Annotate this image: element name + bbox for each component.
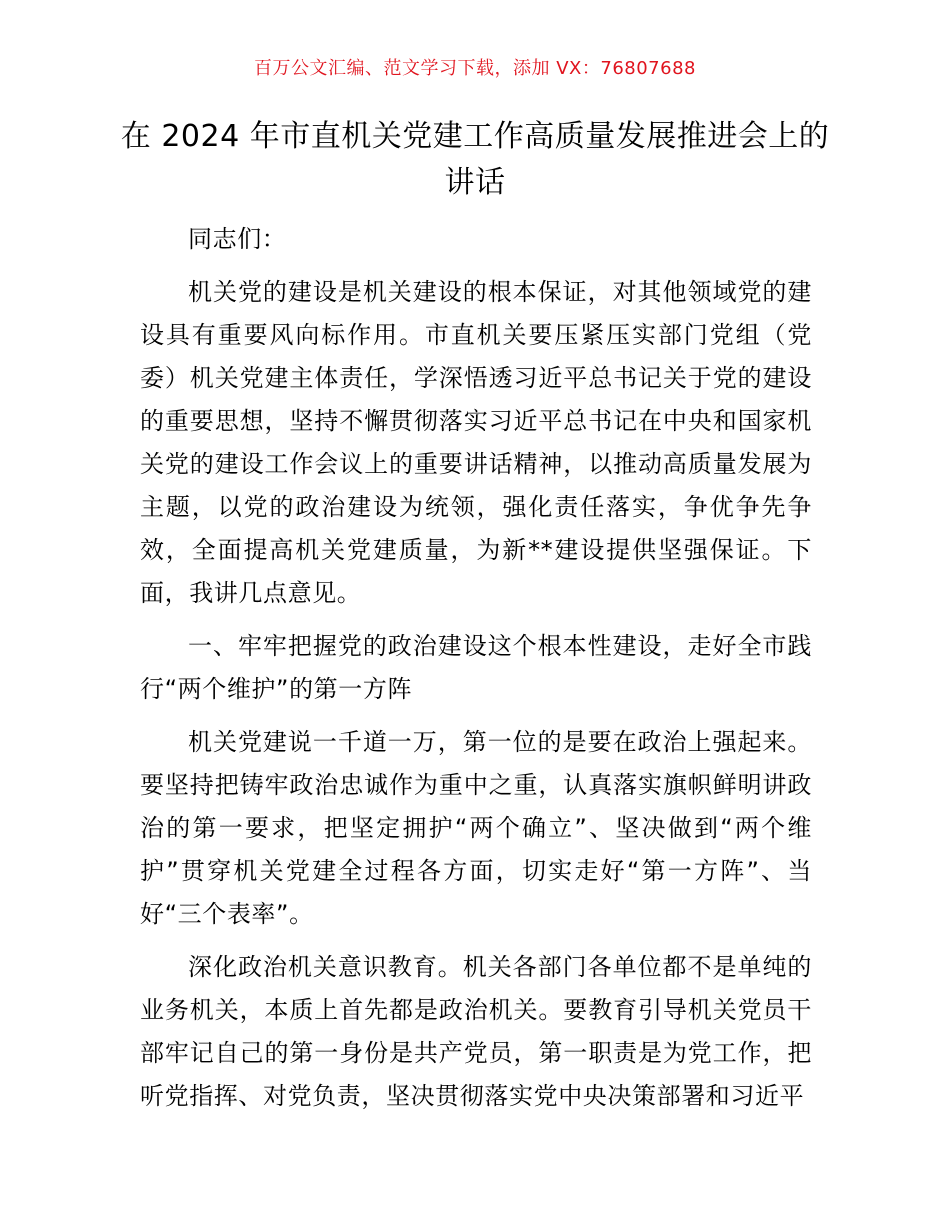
document-body: [140, 218, 812, 1128]
document-title: 在 2024 年市直机关党建工作高质量发展推进会上的讲话: [120, 119, 830, 200]
body-paragraph: 深化政治机关意识教育。机关各部门各单位都不是单纯的业务机关，本质上首先都是政治机关。要教育引导机关党员干部牢记自己的第一身份是共产党员，第一职责是为党工作，把听党指挥、对党负责，坚决贯彻落实党中央决策部署和习近平: [140, 953, 812, 1110]
header-watermark-note: 百万公文汇编、范文学习下载，添加 VX：76807688: [254, 58, 696, 79]
greeting-paragraph: 同志们：: [188, 225, 287, 253]
section-heading-1: 一、牢牢把握党的政治建设这个根本性建设，走好全市践行“两个维护”的第一方阵: [140, 632, 812, 703]
intro-paragraph: 机关党的建设是机关建设的根本保证，对其他领域党的建设具有重要风向标作用。市直机关要压紧压实部门党组（党委）机关党建主体责任，学深悟透习近平总书记关于党的建设的重要思想，坚持不懈贯彻落实习近平总书记在中央和国家机关党的建设工作会议上的重要讲话精神，以推动高质量发展为主题，以党的政治建设为统领，强化责任落实，争优争先争效，全面提高机关党建质量，为新**建设提供坚强保证。下面，我讲几点意见。: [140, 278, 812, 607]
body-paragraph: 机关党建说一千道一万，第一位的是要在政治上强起来。要坚持把铸牢政治忠诚作为重中之重，认真落实旗帜鲜明讲政治的第一要求，把坚定拥护“两个确立”、坚决做到“两个维护”贯穿机关党建全过程各方面，切实走好“第一方阵”、当好“三个表率”。: [140, 728, 812, 928]
